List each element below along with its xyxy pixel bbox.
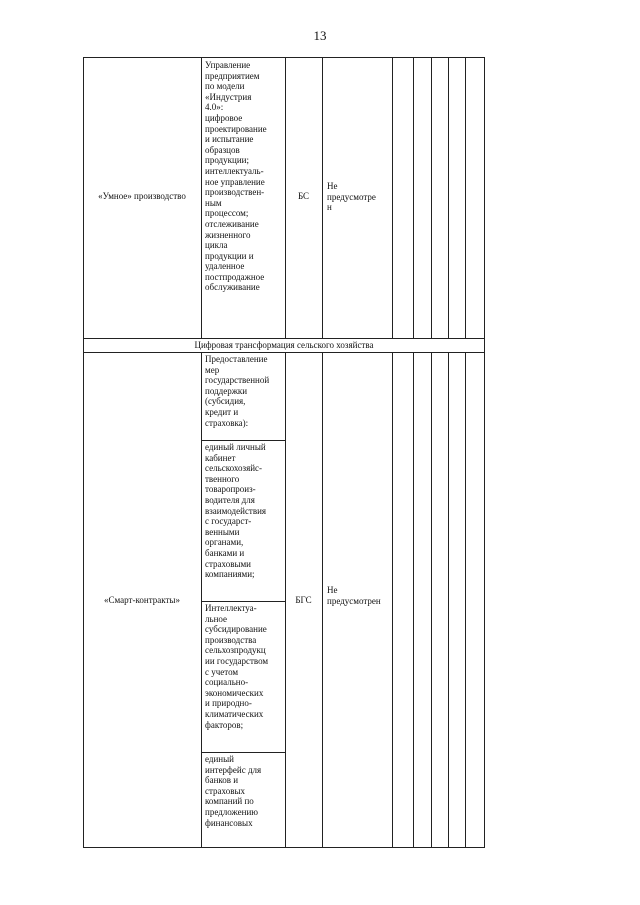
- column-divider: [448, 352, 449, 848]
- description-line: с государст-: [205, 516, 252, 527]
- column-divider: [431, 352, 432, 848]
- description-line: Интеллектуа-: [205, 603, 257, 613]
- description-line: страховых: [205, 785, 245, 796]
- sub-item: [205, 754, 285, 828]
- description-line: постпродажное: [205, 271, 265, 282]
- description-line: по модели: [205, 81, 245, 92]
- row-funding: [327, 181, 391, 213]
- description-line: компаниями;: [205, 569, 255, 580]
- column-divider: [392, 352, 393, 848]
- sub-row-divider: [201, 752, 285, 753]
- description-line: ное управление: [205, 176, 265, 187]
- column-divider: [413, 352, 414, 848]
- description-line: предприятием: [205, 70, 260, 81]
- sub-item: [205, 354, 285, 428]
- description-line: субсидирование: [205, 624, 267, 635]
- column-divider: [285, 57, 286, 338]
- description-line: интеллектуаль-: [205, 165, 264, 176]
- column-divider: [392, 57, 393, 338]
- description-line: производствен-: [205, 187, 265, 198]
- description-line: производства: [205, 634, 257, 645]
- sub-item: [205, 442, 285, 580]
- description-line: жизненного: [205, 229, 251, 240]
- description-line: проектирование: [205, 123, 267, 134]
- description-line: «Индустрия: [205, 91, 252, 102]
- column-divider: [322, 352, 323, 848]
- description-line: отслеживание: [205, 218, 259, 229]
- description-line: предложению: [205, 806, 258, 817]
- description-line: банками и: [205, 547, 245, 558]
- row-name: «Смарт-контракты»: [104, 595, 180, 605]
- description-line: цифровое: [205, 112, 243, 123]
- description-line: сельхозпродукц: [205, 645, 266, 656]
- description-line: процессом;: [205, 208, 249, 219]
- description-line: сельскохозяйс-: [205, 463, 263, 474]
- row-funding: [327, 585, 391, 606]
- row-code: БГС: [295, 595, 312, 605]
- description-line: цикла: [205, 240, 228, 251]
- description-line: климатических: [205, 708, 264, 719]
- description-line: и природно-: [205, 698, 252, 709]
- description-line: единый личный: [205, 442, 266, 452]
- description-line: удаленное: [205, 261, 245, 272]
- funding-line: предусмотрен: [327, 595, 381, 606]
- description-line: страховка):: [205, 417, 249, 428]
- column-divider: [431, 57, 432, 338]
- description-line: ным: [205, 197, 222, 208]
- row-description: [205, 60, 285, 293]
- funding-line: Не: [327, 585, 338, 595]
- description-line: банков и: [205, 775, 239, 786]
- description-line: обслуживание: [205, 282, 260, 293]
- sub-row-divider: [201, 601, 285, 602]
- description-line: финансовых: [205, 817, 253, 828]
- column-divider: [201, 57, 202, 338]
- column-divider: [413, 57, 414, 338]
- description-line: водителя для: [205, 494, 255, 505]
- description-line: единый: [205, 754, 234, 764]
- description-line: 4.0»:: [205, 102, 224, 113]
- description-line: Управление: [205, 60, 251, 70]
- description-line: страховыми: [205, 558, 251, 569]
- column-divider: [285, 352, 286, 848]
- column-divider: [201, 352, 202, 848]
- page-number: 13: [313, 28, 327, 43]
- description-line: ии государством: [205, 655, 269, 666]
- description-line: мер: [205, 364, 220, 375]
- description-line: государственной: [205, 375, 270, 386]
- description-line: органами,: [205, 537, 244, 548]
- description-line: образцов: [205, 144, 240, 155]
- description-line: взаимодействия: [205, 505, 267, 516]
- description-line: кредит и: [205, 406, 239, 417]
- description-line: кабинет: [205, 452, 236, 463]
- description-line: твенного: [205, 473, 240, 484]
- row-divider: [83, 352, 485, 353]
- description-line: товаропроиз-: [205, 484, 256, 495]
- description-line: льное: [205, 613, 228, 624]
- description-line: экономических: [205, 687, 264, 698]
- description-line: и испытание: [205, 134, 254, 145]
- description-line: (субсидия,: [205, 396, 246, 407]
- description-line: факторов;: [205, 719, 244, 730]
- funding-line: Не: [327, 181, 338, 191]
- description-line: продукции;: [205, 155, 249, 166]
- sub-item: [205, 603, 285, 730]
- column-divider: [322, 57, 323, 338]
- row-code: БС: [297, 191, 310, 201]
- sub-row-divider: [201, 440, 285, 441]
- description-line: поддержки: [205, 385, 248, 396]
- row-name: «Умное» производство: [98, 191, 186, 201]
- description-line: социально-: [205, 677, 249, 688]
- column-divider: [465, 57, 466, 338]
- description-line: компаний по: [205, 796, 254, 807]
- column-divider: [465, 352, 466, 848]
- description-line: интерфейс для: [205, 764, 262, 775]
- description-line: продукции и: [205, 250, 254, 261]
- section-title: Цифровая трансформация сельского хозяйства: [194, 340, 374, 350]
- funding-line: предусмотре: [327, 191, 376, 202]
- description-line: венными: [205, 526, 240, 537]
- column-divider: [448, 57, 449, 338]
- description-line: с учетом: [205, 666, 239, 677]
- funding-line: н: [327, 202, 332, 213]
- row-divider: [83, 338, 485, 339]
- description-line: Предоставление: [205, 354, 268, 364]
